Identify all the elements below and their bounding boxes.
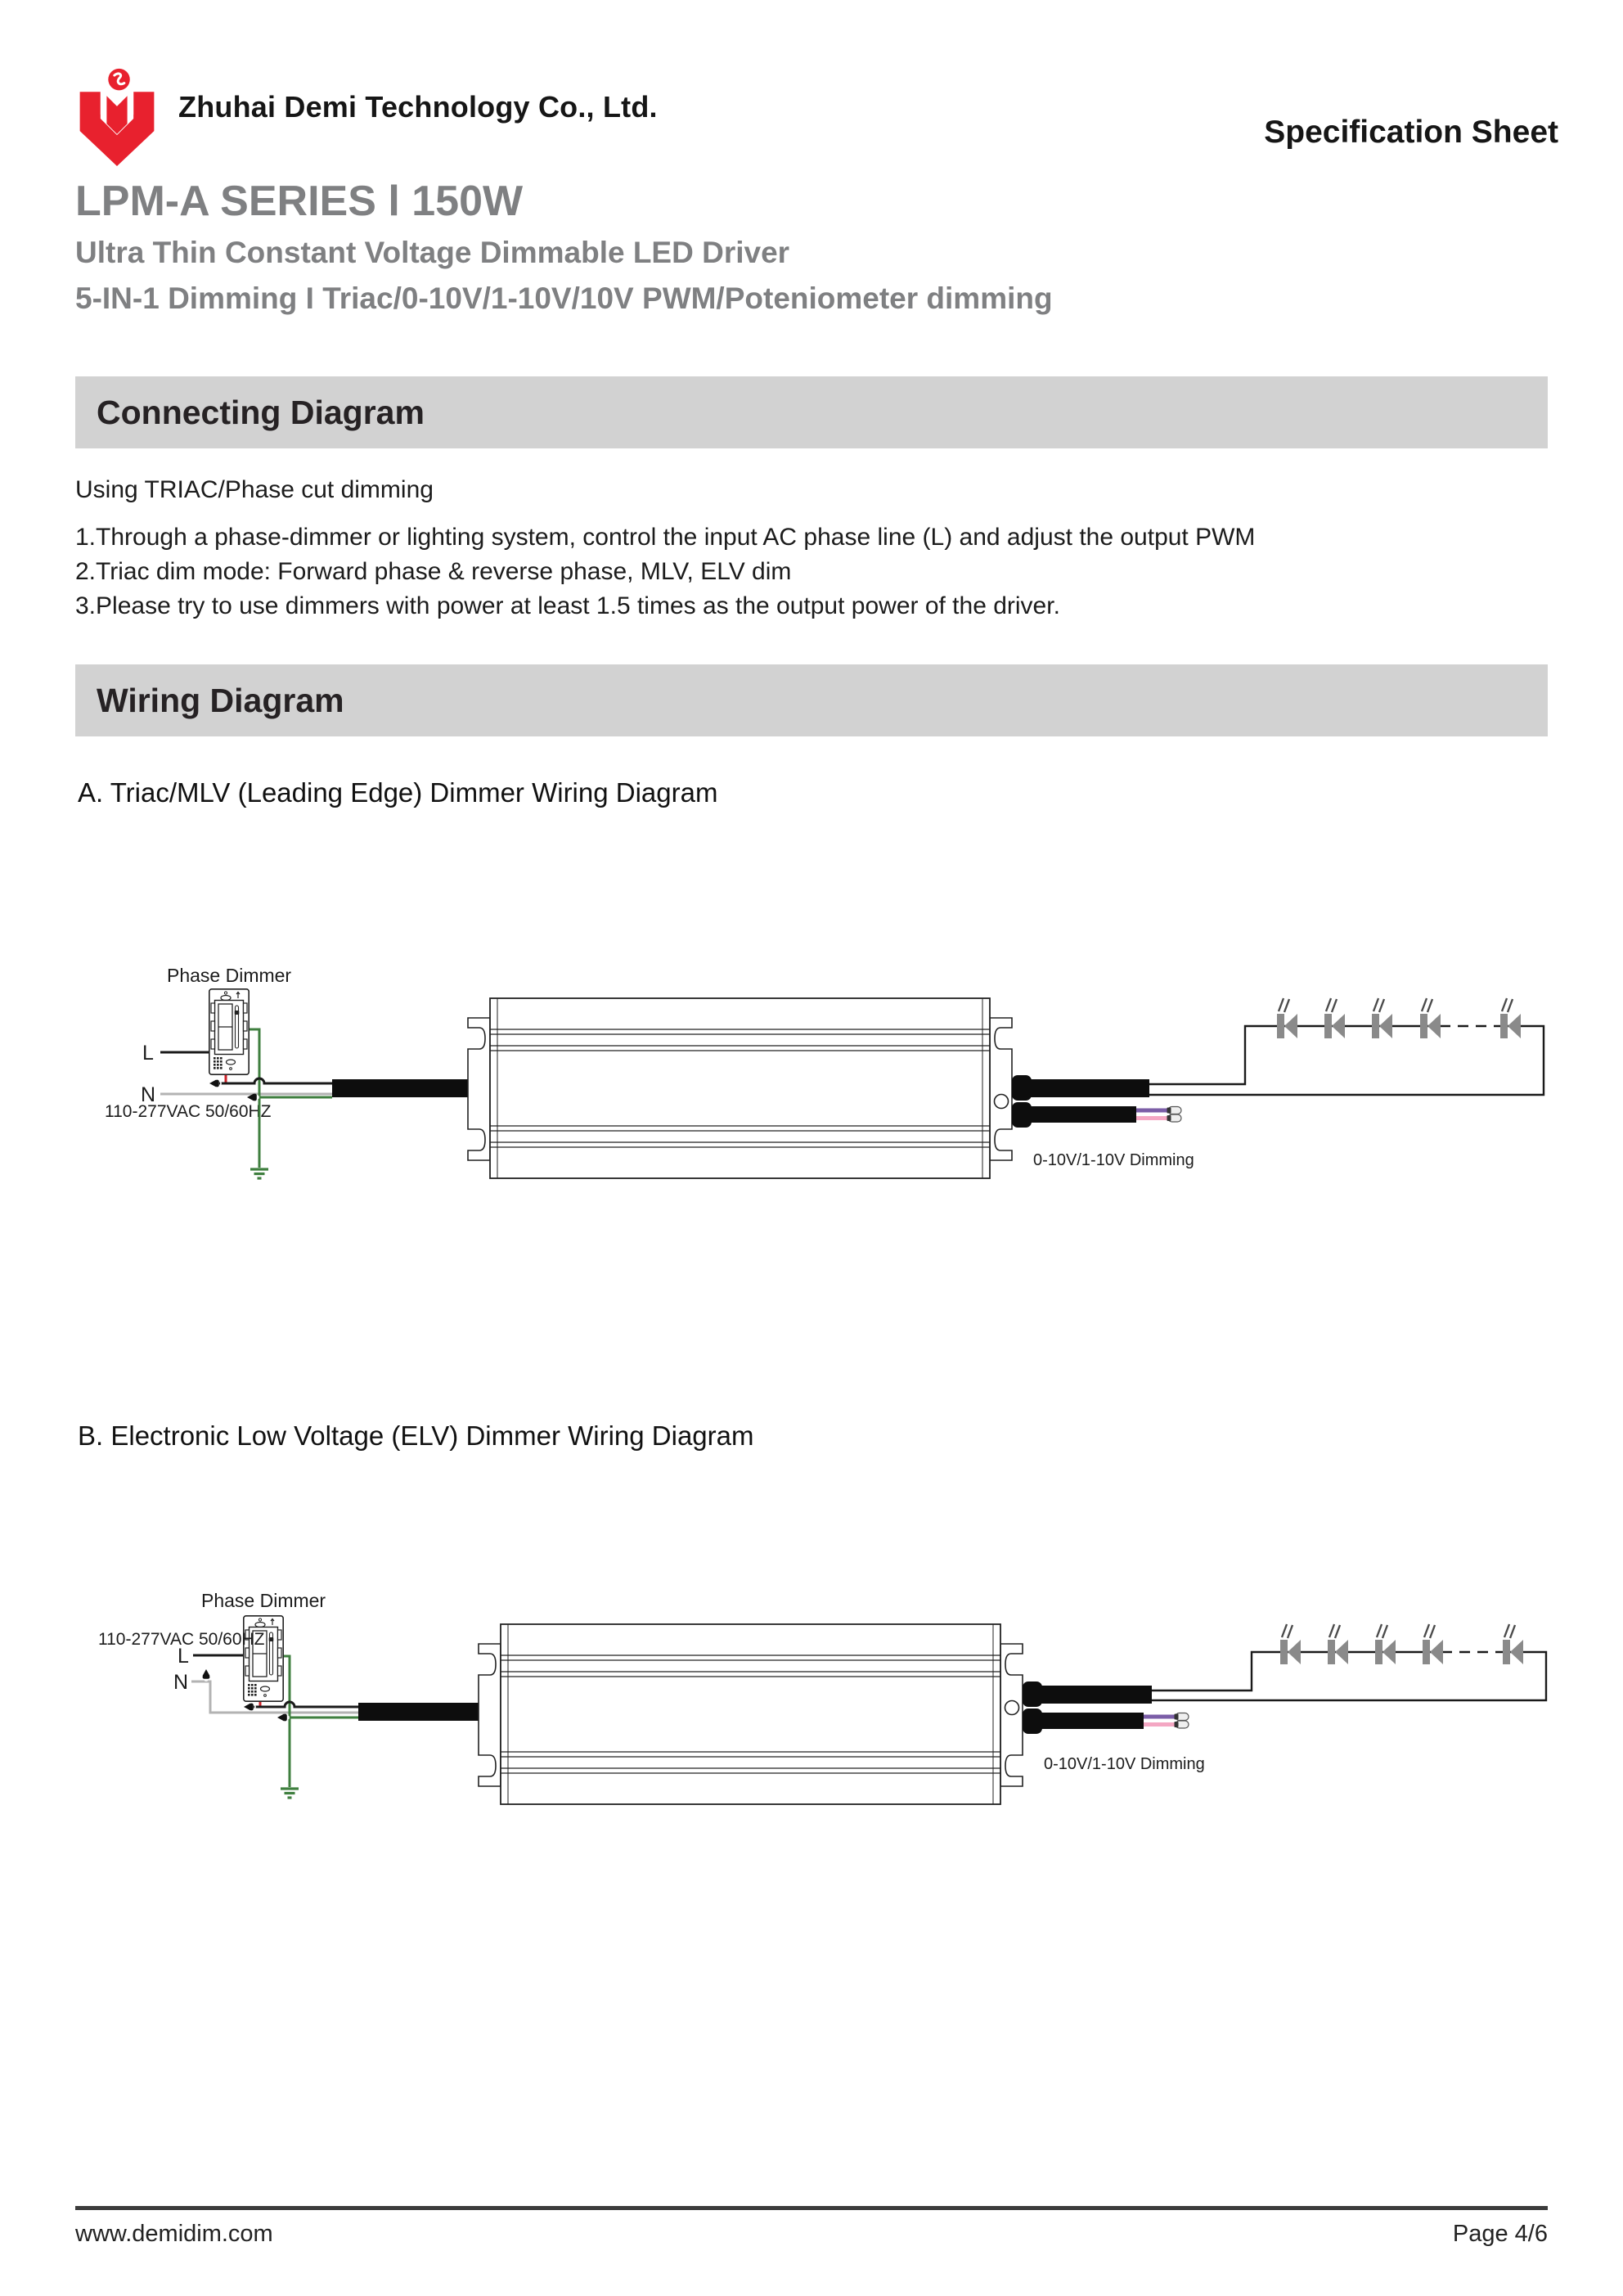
section-title: Connecting Diagram (97, 393, 425, 431)
earth-ground-icon (281, 1789, 299, 1798)
dimming-label: 0-10V/1-10V Dimming (1033, 1151, 1194, 1169)
sheet-label: Specification Sheet (1264, 115, 1558, 150)
crimp-connector-icon (1167, 1107, 1182, 1114)
led-icon (1277, 998, 1297, 1038)
switched-hot-wire (219, 1078, 332, 1083)
crimp-connector-icon (1167, 1114, 1182, 1122)
input-rating-label: 110-277VAC 50/60HZ (98, 1630, 265, 1649)
dimming-cable (1012, 1106, 1136, 1123)
list-item: 2.Triac dim mode: Forward phase & reverse phase, MLV, ELV dim (75, 558, 792, 585)
wire-nut-icon (203, 1669, 210, 1681)
wire-nut-icon (277, 1714, 289, 1722)
ground-wire (284, 1656, 290, 1787)
list-item: 1.Through a phase-dimmer or lighting system, control the input AC phase line (L) and adjust the output PWM (75, 524, 1256, 551)
led-driver-unit (468, 998, 1012, 1178)
led-loop-wire (1152, 1652, 1546, 1700)
series-title: LPM-A SERIES l 150W (75, 178, 524, 225)
crimp-connector-icon (1175, 1721, 1189, 1728)
led-icon (1324, 998, 1345, 1038)
phase-dimmer-device (244, 1616, 283, 1701)
driver-screw-hole (995, 1095, 1009, 1109)
line-label: L (142, 1042, 154, 1065)
diagram-b-elv (98, 1590, 1546, 1804)
output-cable (1023, 1686, 1152, 1704)
led-icon (1423, 1624, 1443, 1664)
dimming-label: 0-10V/1-10V Dimming (1044, 1755, 1205, 1773)
input-cable (332, 1079, 473, 1097)
led-icon (1280, 1624, 1301, 1664)
phase-dimmer-label: Phase Dimmer (167, 965, 292, 986)
line-label: L (178, 1645, 189, 1668)
footer-website: www.demidim.com (75, 2221, 273, 2247)
list-item: 3.Please try to use dimmers with power at least 1.5 times as the output power of the driver. (75, 592, 1060, 619)
neutral-label: N (141, 1083, 156, 1106)
phase-dimmer-device (209, 989, 249, 1074)
switched-hot-wire (254, 1702, 358, 1707)
led-icon (1503, 1624, 1523, 1664)
section-title: Wiring Diagram (97, 681, 344, 719)
footer-page-number: Page 4/6 (1452, 2221, 1548, 2247)
driver-screw-hole (1005, 1701, 1019, 1715)
footer-divider (75, 2206, 1548, 2210)
footer (75, 2221, 1548, 2248)
diagram-a-triac-mlv (105, 965, 1544, 1178)
led-icon (1375, 1624, 1396, 1664)
company-name: Zhuhai Demi Technology Co., Ltd. (178, 90, 658, 124)
dimming-subtitle: 5-IN-1 Dimming I Triac/0-10V/1-10V/10V PWM/Poteniometer dimming (75, 281, 1053, 315)
input-cable (358, 1703, 483, 1721)
led-icon (1420, 998, 1441, 1038)
led-driver-unit (479, 1624, 1023, 1804)
earth-ground-icon (250, 1169, 268, 1178)
connecting-intro: Using TRIAC/Phase cut dimming (75, 476, 434, 503)
input-rating-label: 110-277VAC 50/60HZ (105, 1102, 272, 1121)
led-icon (1328, 1624, 1348, 1664)
neutral-label: N (173, 1671, 189, 1694)
diagram-a-heading: A. Triac/MLV (Leading Edge) Dimmer Wiring Diagram (78, 777, 718, 808)
output-cable (1012, 1079, 1149, 1097)
phase-dimmer-label: Phase Dimmer (201, 1590, 326, 1611)
product-subtitle: Ultra Thin Constant Voltage Dimmable LED Driver (75, 236, 790, 269)
crimp-connector-icon (1175, 1713, 1189, 1721)
led-icon (1500, 998, 1521, 1038)
diagram-b-heading: B. Electronic Low Voltage (ELV) Dimmer Wiring Diagram (78, 1420, 754, 1451)
dimming-cable (1023, 1713, 1144, 1729)
led-icon (1372, 998, 1392, 1038)
